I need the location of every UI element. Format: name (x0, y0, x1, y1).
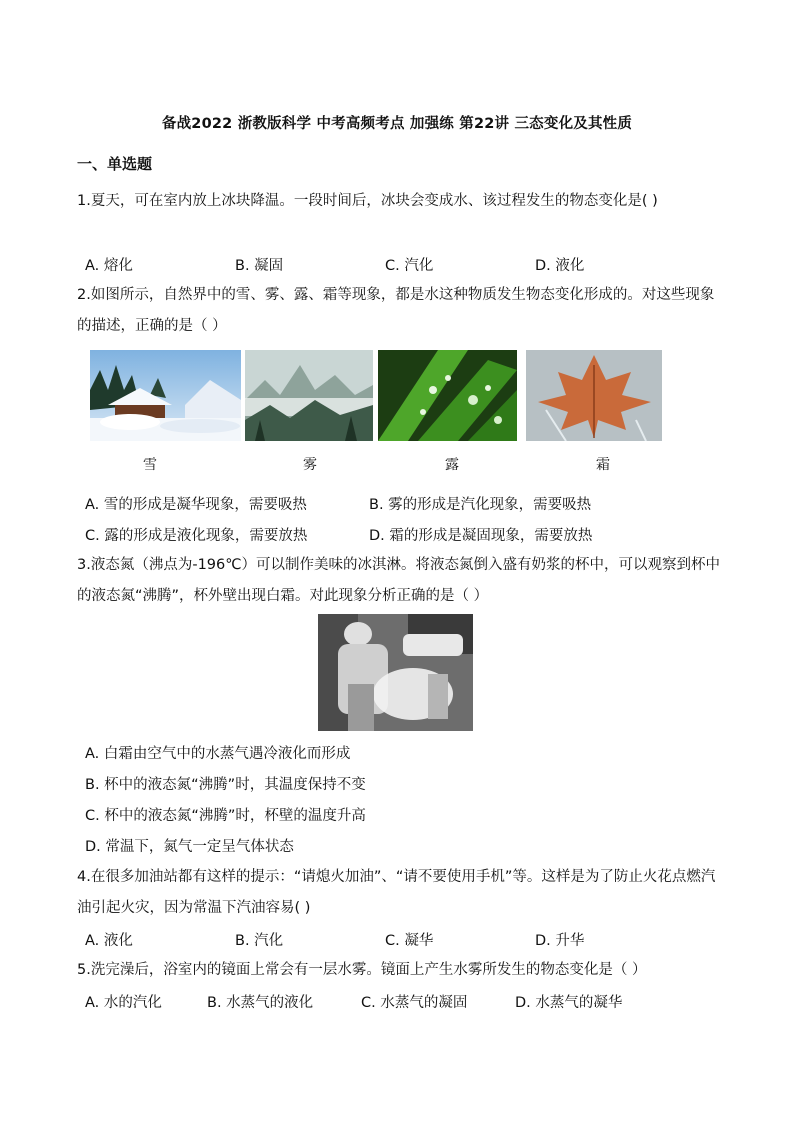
q1-option-b[interactable]: B. 凝固 (235, 258, 284, 274)
question-4-text: 4.在很多加油站都有这样的提示：“请熄火加油”、“请不要使用手机”等。这样是为了防止火花点燃汽油引起火灾，因为常温下汽油容易( ) (77, 869, 716, 916)
q5-option-c[interactable]: C. 水蒸气的凝固 (361, 995, 468, 1011)
q1-option-d[interactable]: D. 液化 (535, 258, 585, 274)
snow-image (90, 350, 241, 441)
question-5-text: 5.洗完澡后，浴室内的镜面上常会有一层水雾。镜面上产生水雾所发生的物态变化是（ ） (77, 962, 647, 978)
page-title: 备战2022 浙教版科学 中考高频考点 加强练 第22讲 三态变化及其性质 (161, 116, 633, 132)
q4-option-a[interactable]: A. 液化 (85, 933, 133, 949)
caption-fog: 雾 (303, 457, 317, 473)
q4-option-d[interactable]: D. 升华 (535, 933, 585, 949)
caption-frost: 霜 (596, 457, 610, 473)
question-5-options (85, 991, 735, 1015)
q5-option-b[interactable]: B. 水蒸气的液化 (207, 995, 314, 1011)
q4-option-c[interactable]: C. 凝华 (385, 933, 434, 949)
q2-option-d[interactable]: D. 霜的形成是凝固现象，需要放热 (369, 528, 593, 544)
q4-option-b[interactable]: B. 汽化 (235, 933, 284, 949)
liquid-nitrogen-photo (318, 614, 473, 731)
section-heading: 一、单选题 (77, 155, 153, 173)
q3-option-d[interactable]: D. 常温下，氮气一定呈气体状态 (85, 839, 294, 855)
fog-image (245, 350, 373, 441)
question-1-text: 1.夏天，可在室内放上冰块降温。一段时间后，冰块会变成水、该过程发生的物态变化是( ) (77, 193, 658, 209)
frost-image (526, 350, 662, 441)
caption-snow: 雪 (143, 457, 157, 473)
q3-option-b[interactable]: B. 杯中的液态氮“沸腾”时，其温度保持不变 (85, 777, 366, 793)
question-2-options-row1 (85, 493, 735, 517)
question-2-text: 2.如图所示，自然界中的雪、雾、露、霜等现象，都是水这种物质发生物态变化形成的。对这些现象的描述，正确的是（ ） (77, 287, 715, 334)
caption-dew: 露 (445, 457, 459, 473)
q2-option-b[interactable]: B. 雾的形成是汽化现象，需要吸热 (369, 497, 592, 513)
question-3-text: 3.液态氮（沸点为-196℃）可以制作美味的冰淇淋。将液态氮倒入盛有奶浆的杯中，可以观察到杯中的液态氮“沸腾”，杯外壁出现白霜。对此现象分析正确的是（ ） (77, 557, 721, 604)
dew-image (378, 350, 517, 441)
question-2-options-row2 (85, 524, 735, 548)
q1-option-a[interactable]: A. 熔化 (85, 258, 133, 274)
q3-option-a[interactable]: A. 白霜由空气中的水蒸气遇冷液化而形成 (85, 746, 351, 762)
q5-option-d[interactable]: D. 水蒸气的凝华 (515, 995, 623, 1011)
question-4-options (85, 929, 735, 953)
q1-option-c[interactable]: C. 汽化 (385, 258, 434, 274)
q3-option-c[interactable]: C. 杯中的液态氮“沸腾”时，杯壁的温度升高 (85, 808, 366, 824)
q5-option-a[interactable]: A. 水的汽化 (85, 995, 162, 1011)
q2-option-c[interactable]: C. 露的形成是液化现象，需要放热 (85, 528, 308, 544)
question-1-options (85, 254, 735, 278)
q2-option-a[interactable]: A. 雪的形成是凝华现象，需要吸热 (85, 497, 307, 513)
